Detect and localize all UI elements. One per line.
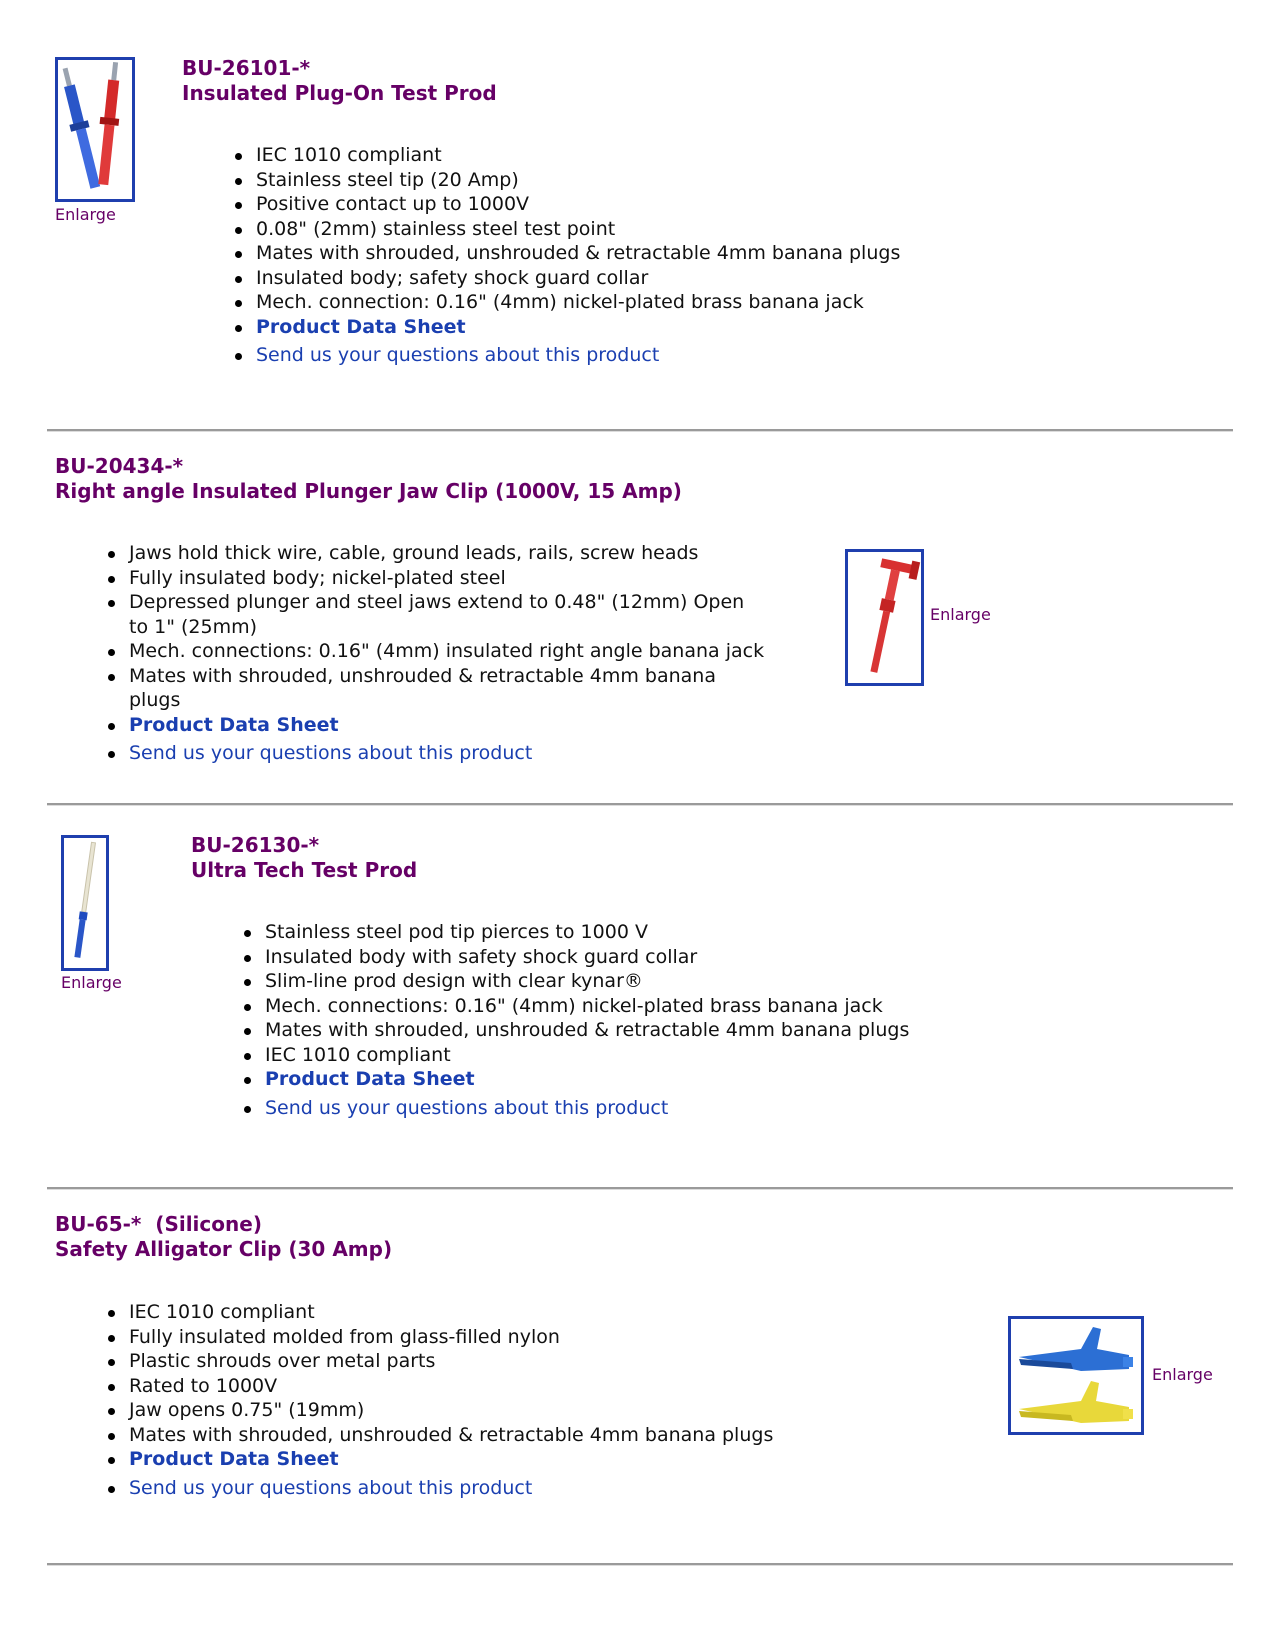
list-item: Rated to 1000V [129,1374,773,1399]
list-item: 0.08" (2mm) stainless steel test point [256,217,900,242]
product-data-sheet-link[interactable]: Product Data Sheet [129,1447,773,1472]
list-item: Mech. connection: 0.16" (4mm) nickel-plated brass banana jack [256,290,900,315]
list-item: Stainless steel tip (20 Amp) [256,168,900,193]
product-name: Safety Alligator Clip (30 Amp) [55,1237,393,1261]
list-item: Mates with shrouded, unshrouded & retractable 4mm banana plugs [129,664,769,713]
product-code: BU-26130-* [191,833,320,857]
list-item: Depressed plunger and steel jaws extend to 0.48" (12mm) Open to 1" (25mm) [129,590,769,639]
section-divider [47,803,1233,806]
product-header-bu-65 [55,1212,392,1262]
section-divider [47,1187,1233,1190]
product-code: BU-20434-* [55,454,184,478]
product-name: Right angle Insulated Plunger Jaw Clip (1000V, 15 Amp) [55,479,682,503]
enlarge-link-bu-20434[interactable]: Enlarge [930,605,991,624]
enlarge-link-bu-65[interactable]: Enlarge [1152,1365,1213,1384]
product-code: BU-65-* (Silicone) [55,1212,262,1236]
send-questions-link[interactable]: Send us your questions about this product [256,339,900,368]
product-data-sheet-link[interactable]: Product Data Sheet [256,315,900,340]
feature-list-bu-65 [129,1300,773,1500]
list-item: Slim-line prod design with clear kynar® [265,969,909,994]
product-name: Ultra Tech Test Prod [191,858,418,882]
feature-list-bu-26101 [256,143,900,368]
send-questions-link[interactable]: Send us your questions about this product [129,737,769,766]
list-item: Mech. connections: 0.16" (4mm) nickel-plated brass banana jack [265,994,909,1019]
list-item: Fully insulated body; nickel-plated steel [129,566,769,591]
feature-list-bu-20434 [129,541,769,766]
list-item: Jaw opens 0.75" (19mm) [129,1398,773,1423]
product-image-bu-26130[interactable] [61,835,109,971]
section-divider [47,1563,1233,1566]
product-header-bu-26130 [191,833,417,883]
send-questions-link[interactable]: Send us your questions about this product [265,1092,909,1121]
alligator-clip-pair-icon [1011,1319,1141,1432]
list-item: IEC 1010 compliant [129,1300,773,1325]
list-item: Jaws hold thick wire, cable, ground leads, rails, screw heads [129,541,769,566]
product-data-sheet-link[interactable]: Product Data Sheet [265,1067,909,1092]
enlarge-link-bu-26101[interactable]: Enlarge [55,205,116,224]
product-name: Insulated Plug-On Test Prod [182,81,497,105]
list-item: Stainless steel pod tip pierces to 1000 V [265,920,909,945]
ultra-tech-prod-icon [64,838,106,968]
test-prod-pair-icon [58,60,132,199]
product-image-bu-26101[interactable] [55,57,135,202]
section-divider [47,429,1233,432]
list-item: IEC 1010 compliant [265,1043,909,1068]
list-item: IEC 1010 compliant [256,143,900,168]
product-image-bu-20434[interactable] [845,549,924,686]
product-code: BU-26101-* [182,56,311,80]
enlarge-link-bu-26130[interactable]: Enlarge [61,973,122,992]
list-item: Insulated body with safety shock guard collar [265,945,909,970]
list-item: Plastic shrouds over metal parts [129,1349,773,1374]
list-item: Mech. connections: 0.16" (4mm) insulated right angle banana jack [129,639,769,664]
plunger-jaw-clip-icon [848,552,921,683]
product-header-bu-20434 [55,454,682,504]
product-image-bu-65[interactable] [1008,1316,1144,1435]
list-item: Mates with shrouded, unshrouded & retractable 4mm banana plugs [129,1423,774,1446]
product-data-sheet-link[interactable]: Product Data Sheet [129,713,769,738]
list-item: Mates with shrouded, unshrouded & retractable 4mm banana plugs [256,242,901,264]
feature-list-bu-26130 [265,920,909,1120]
send-questions-link[interactable]: Send us your questions about this product [129,1472,773,1501]
list-item: Insulated body; safety shock guard collar [256,266,900,291]
product-header-bu-26101 [182,56,497,106]
list-item: Mates with shrouded, unshrouded & retractable 4mm banana plugs [265,1019,910,1041]
list-item: Fully insulated molded from glass-filled nylon [129,1325,773,1350]
list-item: Positive contact up to 1000V [256,192,900,217]
